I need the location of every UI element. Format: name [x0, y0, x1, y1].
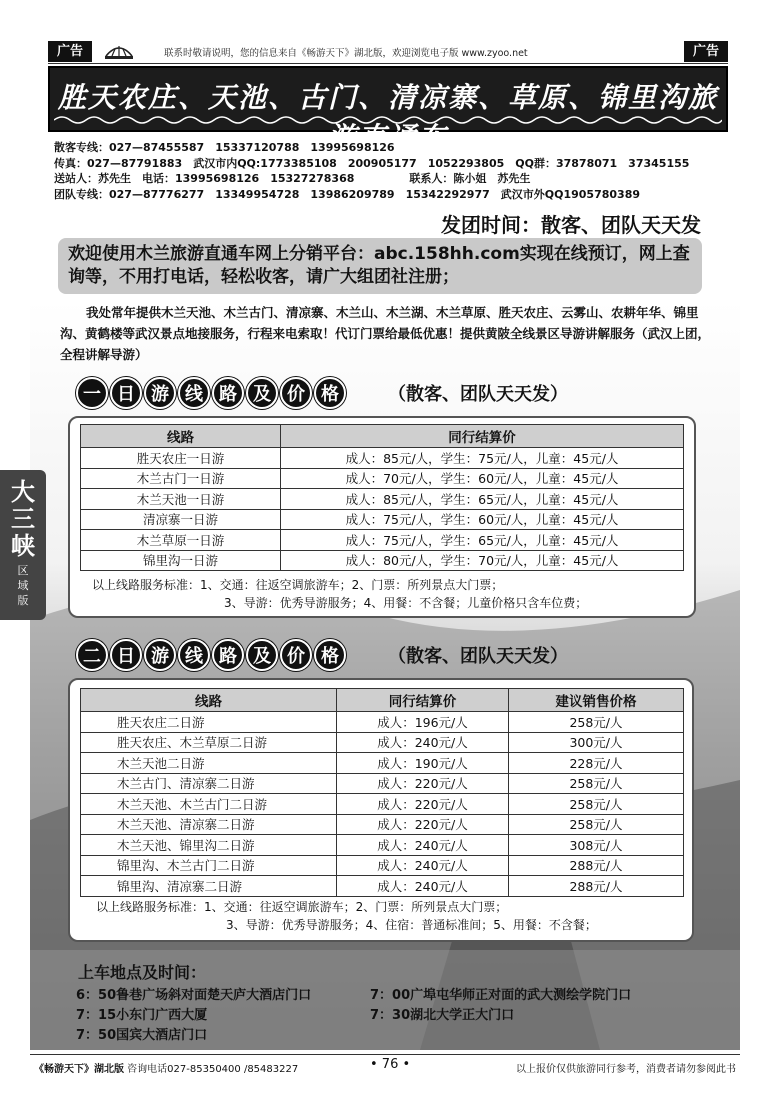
boarding-point: 7：15小东门广西大厦	[76, 1008, 208, 1023]
page-number: • 76 •	[370, 1057, 411, 1072]
table-row	[81, 732, 684, 753]
side-tab-title: 大三峡	[11, 477, 35, 560]
table-row	[81, 712, 684, 733]
route-cell: 胜天农庄二日游	[81, 712, 337, 733]
footer-left	[34, 1060, 298, 1075]
route-cell: 锦里沟、木兰古门二日游	[81, 855, 337, 876]
table-header-row	[81, 689, 684, 712]
col-price-header: 同行结算价	[337, 689, 509, 712]
two-day-table-box	[68, 678, 694, 942]
two-day-note-2: 3、导游：优秀导游服务；4、住宿：普通标准间；5、用餐：不含餐；	[226, 918, 597, 932]
page-footer	[30, 1054, 740, 1074]
ad-tag-left: 广告	[48, 41, 92, 62]
suggest-cell: 288元/人	[509, 876, 684, 897]
route-cell: 木兰古门、清凉寨二日游	[81, 773, 337, 794]
price-cell: 成人：196元/人	[337, 712, 509, 733]
footer-disclaimer: 以上报价仅供旅游同行参考，消费者请勿参阅此书	[516, 1064, 736, 1075]
magazine-logo-icon	[102, 40, 136, 62]
price-cell: 成人：220元/人	[337, 773, 509, 794]
heading-char: 日	[110, 377, 142, 409]
heading-char: 格	[314, 639, 346, 671]
contact-info	[54, 140, 724, 202]
table-row	[81, 468, 684, 489]
table-row	[81, 753, 684, 774]
heading-note: （散客、团队天天发）	[388, 646, 568, 667]
route-cell: 木兰天池、锦里沟二日游	[81, 835, 337, 856]
route-cell: 木兰古门一日游	[81, 468, 281, 489]
heading-char: 路	[212, 377, 244, 409]
one-day-note-1: 以上线路服务标准：1、交通：往返空调旅游车；2、门票：所列景点大门票；	[92, 578, 504, 592]
table-row	[81, 855, 684, 876]
col-route-header: 线路	[81, 689, 337, 712]
contact-line: 送站人：苏先生 电话：13995698126 15327278368 联系人：陈小姐 苏先生	[54, 172, 531, 185]
route-cell: 木兰天池、清凉寨二日游	[81, 814, 337, 835]
suggest-cell: 300元/人	[509, 732, 684, 753]
contact-line: 散客专线：027—87455587 15337120788 13995698126	[54, 141, 395, 154]
route-cell: 木兰草原一日游	[81, 530, 281, 551]
footer-tel: 咨询电话027-85350400 /85483227	[124, 1064, 299, 1075]
two-day-heading	[76, 638, 568, 672]
col-route-header: 线路	[81, 425, 281, 448]
boarding-point: 7：50国宾大酒店门口	[76, 1028, 208, 1043]
price-cell: 成人：240元/人	[337, 855, 509, 876]
one-day-heading	[76, 376, 568, 410]
suggest-cell: 308元/人	[509, 835, 684, 856]
boarding-point: 6：50鲁巷广场斜对面楚天庐大酒店门口	[76, 988, 312, 1003]
route-cell: 胜天农庄一日游	[81, 448, 281, 469]
price-cell: 成人：240元/人	[337, 876, 509, 897]
heading-char: 二	[76, 639, 108, 671]
one-day-note-2: 3、导游：优秀导游服务；4、用餐：不含餐；儿童价格只含车位费；	[224, 596, 588, 610]
suggest-cell: 258元/人	[509, 773, 684, 794]
ornamental-border	[54, 114, 722, 126]
table-row	[81, 835, 684, 856]
suggest-cell: 288元/人	[509, 855, 684, 876]
route-cell: 锦里沟、清凉寨二日游	[81, 876, 337, 897]
two-day-note-1: 以上线路服务标准：1、交通：往返空调旅游车；2、门票：所列景点大门票；	[96, 900, 508, 914]
suggest-cell: 258元/人	[509, 814, 684, 835]
heading-char: 路	[212, 639, 244, 671]
contact-line: 团队专线：027—87776277 13349954728 13986209789 15342292977 武汉市外QQ1905780389	[54, 187, 641, 201]
boarding-point: 7：00广埠屯华师正对面的武大测绘学院门口	[370, 988, 632, 1003]
table-row	[81, 773, 684, 794]
side-tab-subtitle: 区域版	[17, 564, 29, 607]
heading-char: 游	[144, 377, 176, 409]
departure-time: 发团时间：散客、团队天天发	[441, 213, 701, 237]
price-cell: 成人：240元/人	[337, 732, 509, 753]
table-row	[81, 448, 684, 469]
heading-char: 价	[280, 639, 312, 671]
boarding-point: 7：30湖北大学正大门口	[370, 1008, 515, 1023]
two-day-price-table	[80, 688, 684, 897]
heading-char: 格	[314, 377, 346, 409]
distribution-platform-box: 欢迎使用木兰旅游直通车网上分销平台：abc.158hh.com实现在线预订，网上查询等，不用打电话，轻松收客，请广大组团社注册；	[58, 238, 702, 294]
table-row	[81, 509, 684, 530]
route-cell: 木兰天池、木兰古门二日游	[81, 794, 337, 815]
table-row	[81, 530, 684, 551]
price-cell: 成人：85元/人，学生：75元/人，儿童：45元/人	[281, 448, 684, 469]
price-cell: 成人：240元/人	[337, 835, 509, 856]
table-row	[81, 794, 684, 815]
price-cell: 成人：75元/人，学生：60元/人，儿童：45元/人	[281, 509, 684, 530]
header-strip	[48, 38, 728, 64]
heading-char: 价	[280, 377, 312, 409]
footer-magazine-name: 《畅游天下》湖北版	[34, 1064, 124, 1075]
table-row	[81, 489, 684, 510]
region-side-tab	[0, 470, 46, 620]
route-cell: 木兰天池一日游	[81, 489, 281, 510]
boarding-title: 上车地点及时间：	[78, 963, 207, 982]
price-cell: 成人：190元/人	[337, 753, 509, 774]
col-suggest-header: 建议销售价格	[509, 689, 684, 712]
route-cell: 清凉寨一日游	[81, 509, 281, 530]
route-cell: 胜天农庄、木兰草原二日游	[81, 732, 337, 753]
table-header-row	[81, 425, 684, 448]
one-day-price-table	[80, 424, 684, 571]
service-intro: 我处常年提供木兰天池、木兰古门、清凉寨、木兰山、木兰湖、木兰草原、胜天农庄、云雾山、农耕年华、锦里沟、黄鹤楼等武汉景点地接服务，行程来电索取！代订门票给最低优惠！提供黄陂全线景区导游讲解服务（武汉上团，全程讲解导游）	[60, 305, 711, 362]
heading-char: 一	[76, 377, 108, 409]
heading-char: 游	[144, 639, 176, 671]
price-cell: 成人：220元/人	[337, 794, 509, 815]
header-notice: 联系时敬请说明，您的信息来自《畅游天下》湖北版，欢迎浏览电子版 www.zyoo.net	[164, 48, 528, 59]
heading-char: 线	[178, 377, 210, 409]
price-cell: 成人：85元/人，学生：65元/人，儿童：45元/人	[281, 489, 684, 510]
table-row	[81, 876, 684, 897]
heading-char: 线	[178, 639, 210, 671]
suggest-cell: 258元/人	[509, 712, 684, 733]
ad-tag-right: 广告	[684, 41, 728, 62]
heading-char: 及	[246, 639, 278, 671]
heading-char: 日	[110, 639, 142, 671]
col-price-header: 同行结算价	[281, 425, 684, 448]
price-cell: 成人：75元/人，学生：65元/人，儿童：45元/人	[281, 530, 684, 551]
banner-title: 胜天农庄、天池、古门、清凉寨、草原、锦里沟旅游直通车	[57, 81, 718, 154]
table-row	[81, 550, 684, 571]
suggest-cell: 228元/人	[509, 753, 684, 774]
route-cell: 锦里沟一日游	[81, 550, 281, 571]
heading-note: （散客、团队天天发）	[388, 384, 568, 405]
heading-char: 及	[246, 377, 278, 409]
price-cell: 成人：80元/人，学生：70元/人，儿童：45元/人	[281, 550, 684, 571]
route-cell: 木兰天池二日游	[81, 753, 337, 774]
price-cell: 成人：220元/人	[337, 814, 509, 835]
one-day-table-box	[68, 416, 696, 618]
suggest-cell: 258元/人	[509, 794, 684, 815]
table-row	[81, 814, 684, 835]
contact-line: 传真：027—87791883 武汉市内QQ:1773385108 200905177 1052293805 QQ群：37878071 37345155	[54, 156, 690, 170]
price-cell: 成人：70元/人，学生：60元/人，儿童：45元/人	[281, 468, 684, 489]
